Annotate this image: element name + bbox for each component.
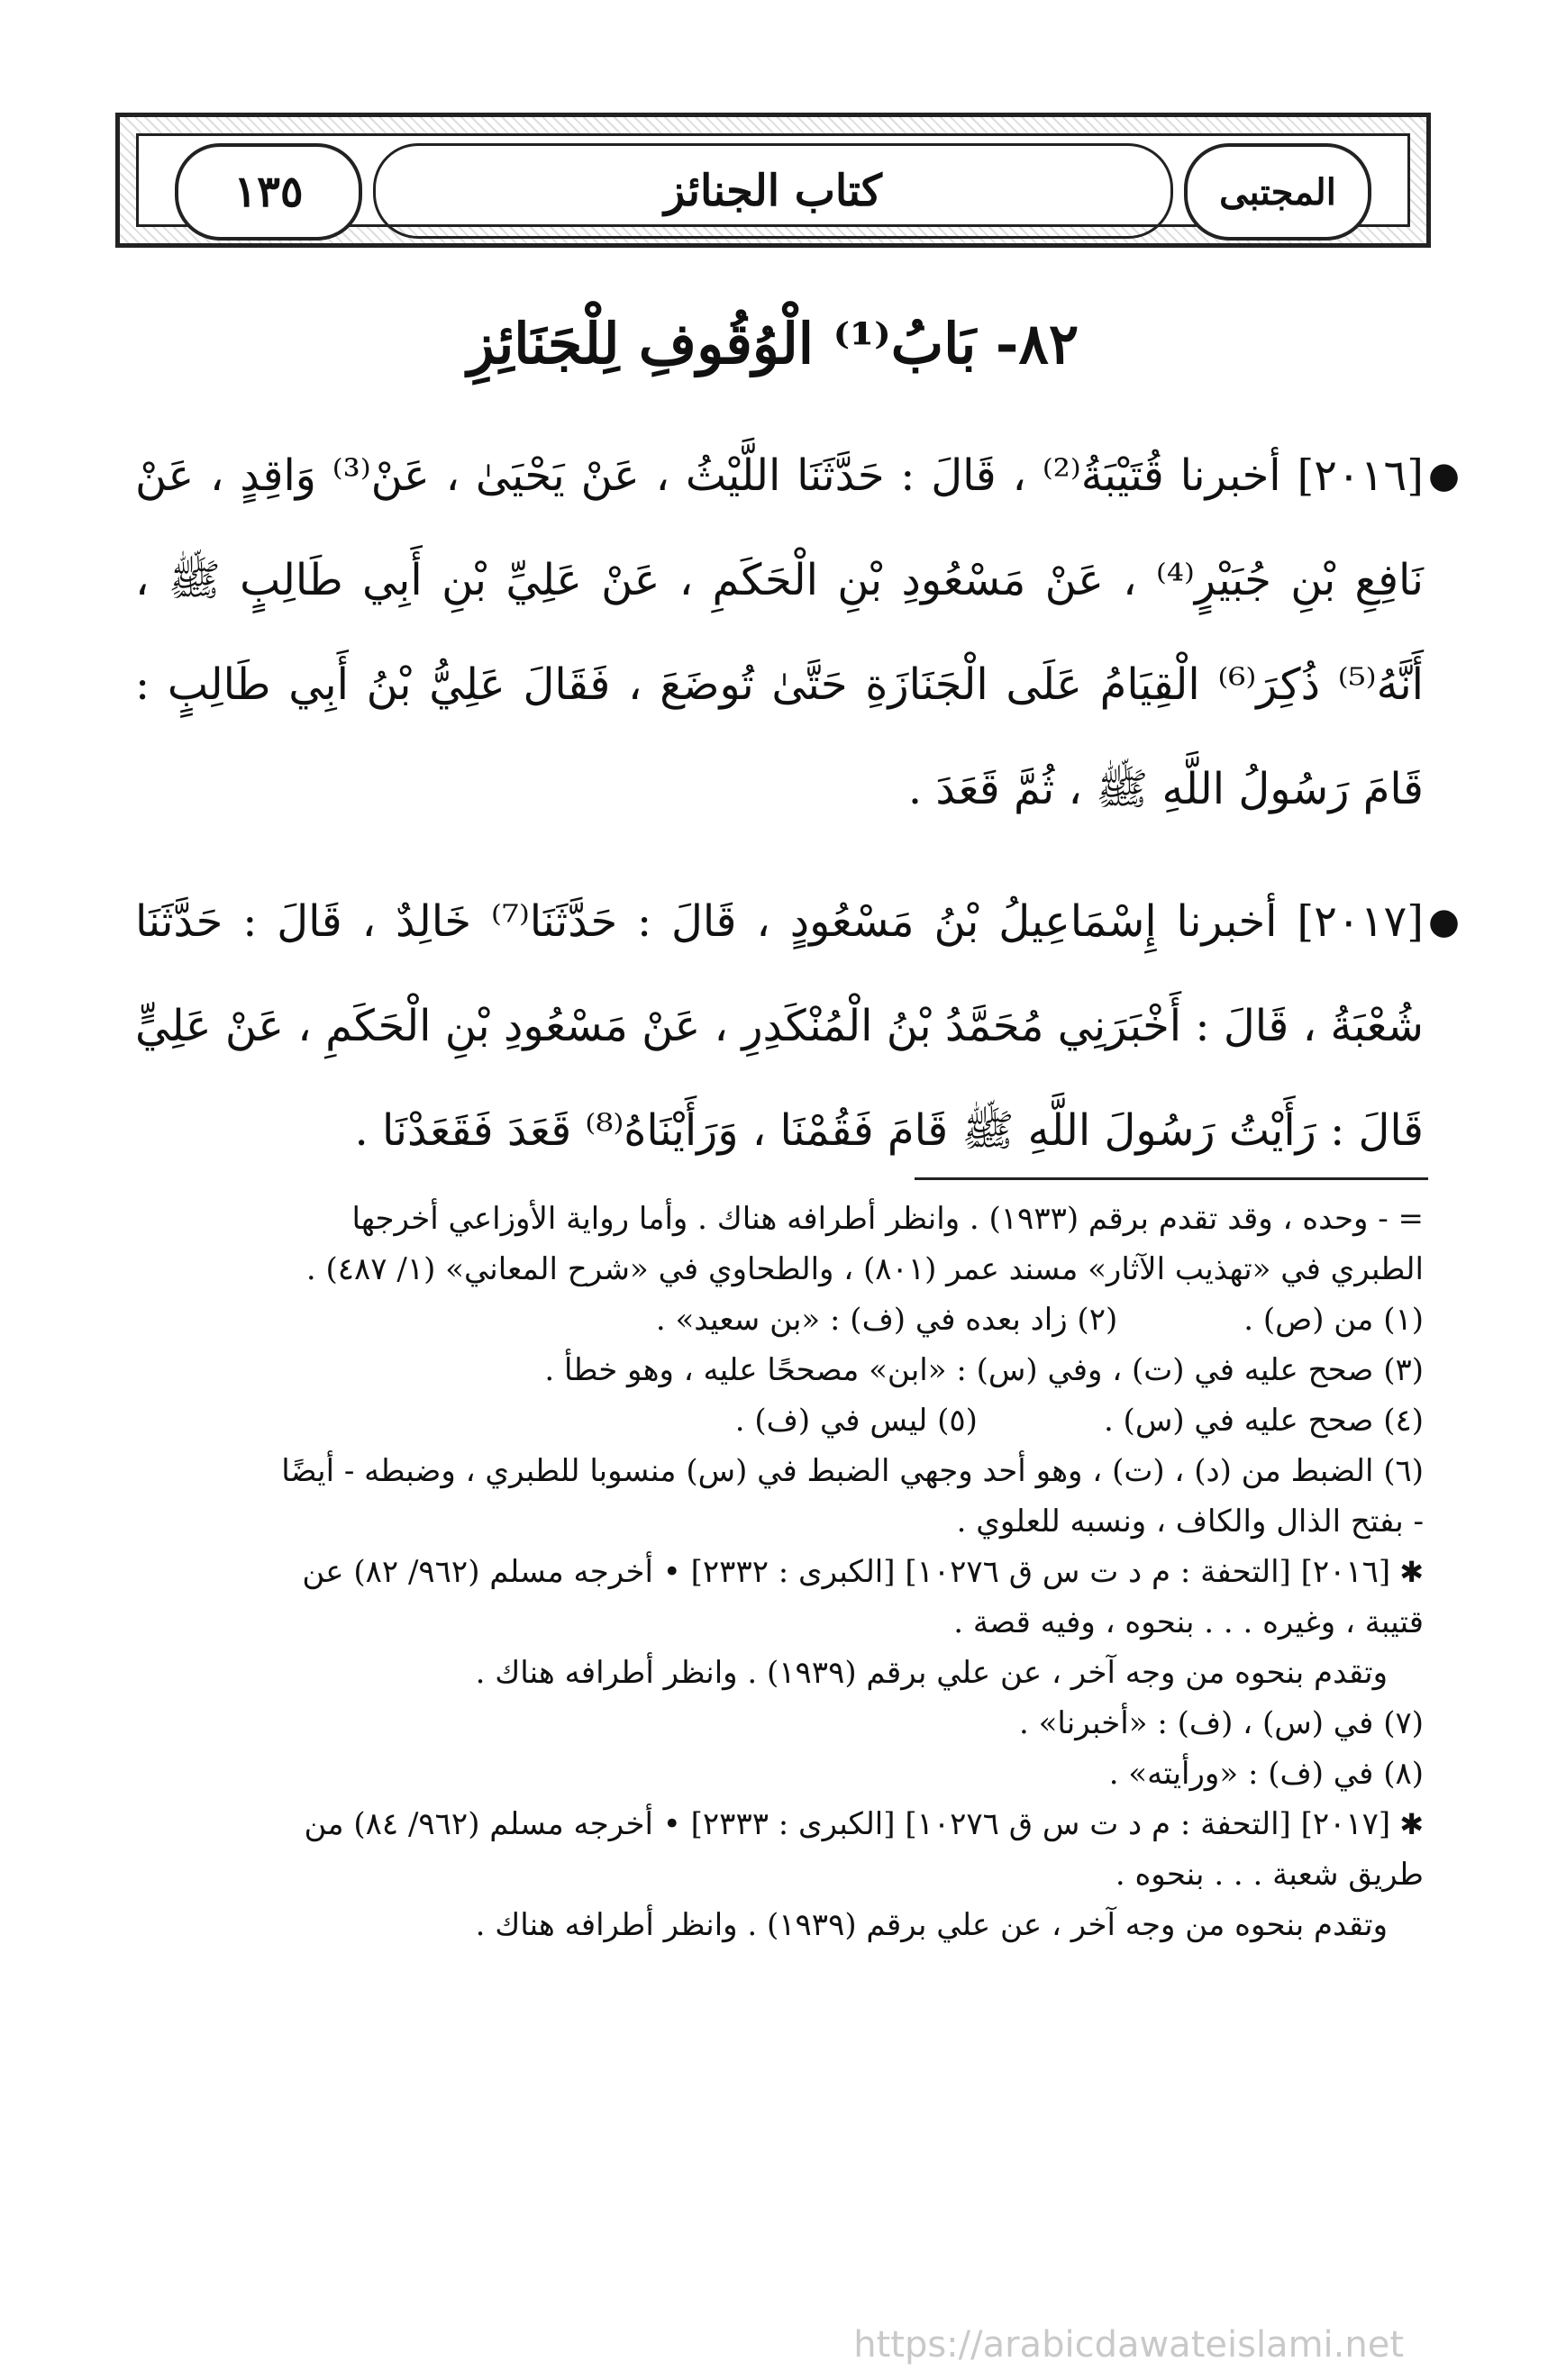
takhrij-2017: [135, 1799, 1424, 1849]
series-title: المجتبى: [1184, 143, 1371, 241]
hadith-text: أخبرنا إِسْمَاعِيلُ بْنُ مَسْعُودٍ ، قَالَ : حَدَّثَنَا⁽⁷⁾ خَالِدٌ ، قَالَ : حَدَّثَنَا شُعْبَةُ ، قَالَ : أَخْبَرَنِي مُحَمَّدُ بْنُ الْمُنْكَدِرِ ، عَنْ مَسْعُودِ بْنِ الْحَكَمِ ، عَنْ عَلِيٍّ قَالَ : رَأَيْتُ رَسُولَ اللَّهِ ﷺ قَامَ فَقُمْنَا ، وَرَأَيْنَاهُ⁽⁸⁾ قَعَدَ فَقَعَدْنَا .: [135, 896, 1424, 1156]
takhrij-line: وتقدم بنحوه من وجه آخر ، عن علي برقم (١٩٣٩) . وانظر أطرافه هناك .: [475, 1655, 1388, 1691]
footnote-6-cont: - بفتح الذال والكاف ، ونسبه للعلوي .: [956, 1503, 1424, 1540]
footnote-3: (٣) صحح عليه في (ت) ، وفي (س) : «ابن» مصححًا عليه ، وهو خطأ .: [544, 1352, 1424, 1388]
footnote-line: = - وحده ، وقد تقدم برقم (١٩٣٣) . وانظر أطرافه هناك . وأما رواية الأوزاعي أخرجها: [351, 1201, 1424, 1237]
takhrij-line: وتقدم بنحوه من وجه آخر ، عن علي برقم (١٩٣٩) . وانظر أطرافه هناك .: [475, 1907, 1388, 1943]
footnote-line: الطبري في «تهذيب الآثار» مسند عمر (٨٠١) ، والطحاوي في «شرح المعاني» (١/ ٤٨٧) .: [305, 1251, 1424, 1287]
footnote-row: [135, 1395, 1424, 1446]
takhrij-line: [٢٠١٦] [التحفة : م د ت س ق ١٠٢٧٦] [الكبرى : ٢٣٣٢] • أخرجه مسلم (٩٦٢/ ٨٢) عن: [302, 1554, 1391, 1590]
hadith-2017: [135, 869, 1460, 1183]
footnote-8: (٨) في (ف) : «ورأيته» .: [1108, 1756, 1424, 1792]
hadith-2016: [135, 423, 1460, 841]
watermark-url: https://arabicdawateislami.net: [853, 2324, 1404, 2366]
footnote-7: (٧) في (س) ، (ف) : «أخبرنا» .: [1019, 1705, 1424, 1741]
hadith-number: [٢٠١٧]: [1297, 896, 1424, 947]
bullet-icon: ●: [1428, 901, 1460, 942]
footnote-continuation: [135, 1194, 1424, 1950]
footnote-2: (٢) زاد بعده في (ف) : «بن سعيد» .: [655, 1302, 1118, 1338]
page-number: ١٣٥: [175, 143, 362, 241]
footnote-6: (٦) الضبط من (د) ، (ت) ، وهو أحد وجهي الضبط في (س) منسوبا للطبري ، وضبطه - أيضًا: [281, 1453, 1424, 1489]
footnote-4: (٤) صحح عليه في (س) .: [1103, 1403, 1424, 1439]
footnote-5: (٥) ليس في (ف) .: [734, 1403, 978, 1439]
takhrij-line: [٢٠١٧] [التحفة : م د ت س ق ١٠٢٧٦] [الكبرى : ٢٣٣٣] • أخرجه مسلم (٩٦٢/ ٨٤) من: [304, 1806, 1391, 1842]
page-header-inner: [136, 133, 1410, 227]
hadith-number: [٢٠١٦]: [1297, 450, 1425, 501]
footnote-row: [135, 1294, 1424, 1345]
takhrij-line: طريق شعبة . . . بنحوه .: [1115, 1857, 1424, 1893]
book-title: كتاب الجنائز: [373, 143, 1173, 239]
takhrij-2016: [135, 1547, 1424, 1597]
asterisk-icon: ✱: [1399, 1807, 1424, 1841]
hadith-text: أخبرنا قُتَيْبَةُ⁽²⁾ ، قَالَ : حَدَّثَنَا اللَّيْثُ ، عَنْ يَحْيَىٰ ، عَنْ⁽³⁾ وَاقِدٍ ، عَنْ نَافِعِ بْنِ جُبَيْرٍ⁽⁴⁾ ، عَنْ مَسْعُودِ بْنِ الْحَكَمِ ، عَنْ عَلِيِّ بْنِ أَبِي طَالِبٍ ﷺ ، أَنَّهُ⁽⁵⁾ ذُكِرَ⁽⁶⁾ الْقِيَامُ عَلَى الْجَنَازَةِ حَتَّىٰ تُوضَعَ ، فَقَالَ عَلِيُّ بْنُ أَبِي طَالِبٍ : قَامَ رَسُولُ اللَّهِ ﷺ ، ثُمَّ قَعَدَ .: [135, 450, 1425, 814]
bullet-icon: ●: [1428, 455, 1460, 496]
footnote-divider: [915, 1177, 1428, 1180]
asterisk-icon: ✱: [1399, 1555, 1424, 1589]
page-header-frame: [115, 113, 1431, 248]
chapter-heading: ٨٢- بَابُ⁽¹⁾ الْوُقُوفِ لِلْجَنَائِزِ: [467, 311, 1079, 377]
takhrij-line: قتيبة ، وغيره . . . بنحوه ، وفيه قصة .: [953, 1604, 1424, 1640]
footnote-1: (١) من (ص) .: [1243, 1302, 1424, 1338]
